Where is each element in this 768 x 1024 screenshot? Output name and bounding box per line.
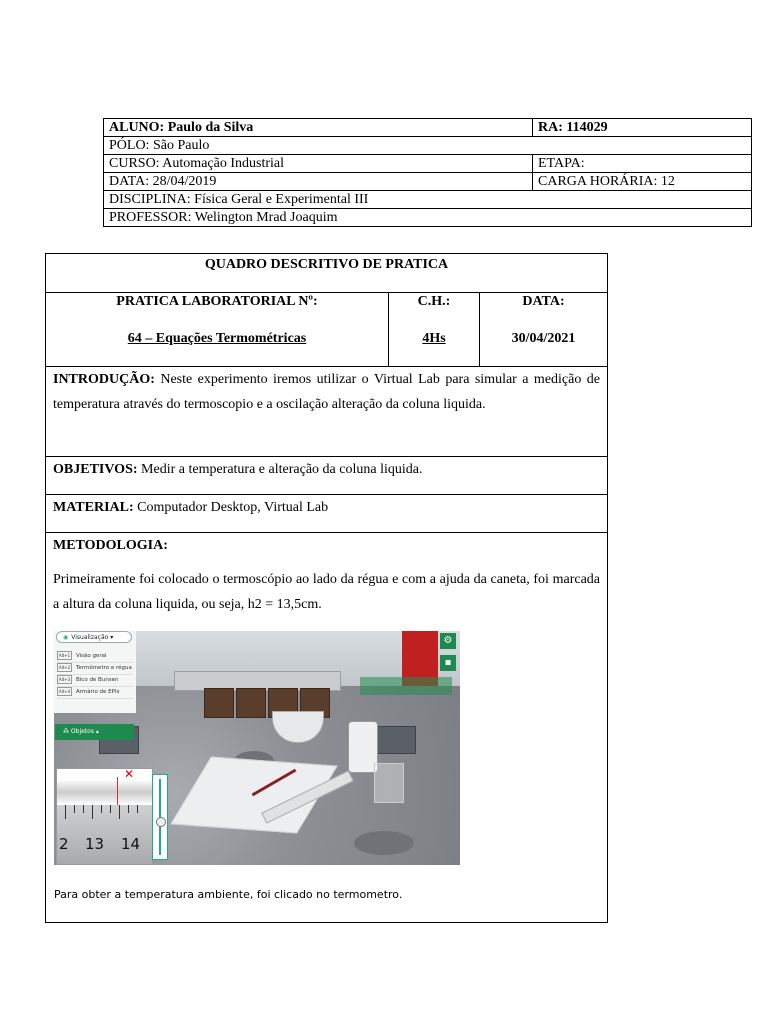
save-icon[interactable]: ▪: [440, 655, 456, 671]
date: DATA: 28/04/2019: [104, 173, 533, 191]
zoom-slider[interactable]: [152, 774, 168, 860]
ruler-tick: [92, 805, 93, 819]
shortcut-key: Alt+1: [58, 653, 71, 658]
beaker: [374, 763, 404, 803]
ruler-tick: [119, 805, 120, 819]
date-cell: [480, 293, 607, 367]
objectives-label: OBJETIVOS:: [53, 462, 138, 477]
ruler-tick: [128, 805, 129, 813]
thermoscope-tube: [57, 781, 152, 803]
intro-text: [53, 367, 600, 417]
objectives-row: [46, 456, 607, 494]
intro-label: INTRODUÇÃO:: [53, 372, 155, 387]
ruler-number: 14: [121, 835, 141, 853]
student-info-table: [103, 118, 752, 227]
shortcut-key: Alt+4: [58, 689, 71, 694]
intro-row: [46, 366, 607, 458]
ruler-number: 2: [59, 835, 69, 853]
practice-number-label: PRATICA LABORATORIAL Nº:: [116, 294, 318, 309]
polo: PÓLO: São Paulo: [104, 137, 752, 155]
student-ra: RA: 114029: [533, 119, 752, 137]
slider-knob[interactable]: [156, 817, 166, 827]
ruler-tick: [83, 805, 84, 813]
visualization-panel: [54, 631, 136, 713]
menu-item-termometro[interactable]: [57, 663, 133, 675]
practice-number-cell: [46, 293, 389, 367]
material-text: [53, 495, 600, 520]
settings-icon[interactable]: ⚙: [440, 633, 456, 649]
intro-body: Neste experimento iremos utilizar o Virtual Lab para simular a medição de temperatura através do termoscopio e a oscilação alteração da coluna liquida.: [53, 372, 600, 412]
practice-info-row: [46, 292, 607, 367]
temperature-bar[interactable]: [360, 677, 452, 695]
practice-number-value: 64 – Equações Termométricas: [127, 331, 307, 346]
box-title: QUADRO DESCRITIVO DE PRATICA: [204, 257, 449, 272]
menu-item-armario-epis[interactable]: [57, 687, 133, 699]
menu-item-label: Termômetro e régua: [76, 665, 132, 671]
menu-item-visao-geral[interactable]: [57, 651, 133, 663]
ch-value: 4Hs: [422, 331, 446, 346]
professor: PROFESSOR: Welington Mrad Joaquim: [104, 209, 752, 227]
objectives-text: [53, 457, 600, 482]
practice-description-box: [45, 253, 608, 923]
close-icon[interactable]: ✕: [123, 768, 134, 781]
student-name: ALUNO: Paulo da Silva: [104, 119, 533, 137]
methodology-text: Primeiramente foi colocado o termoscópio ao lado da régua e com a ajuda da caneta, foi marcada a altura da coluna liquida, ou seja, h2 = 13,5cm.: [53, 572, 600, 612]
menu-item-label: Armário de EPIs: [76, 689, 120, 695]
curso: CURSO: Automação Industrial: [104, 155, 533, 173]
eye-icon: ◉: [63, 634, 69, 641]
shortcut-key: Alt+3: [58, 677, 71, 682]
objectives-body: Medir a temperatura e alteração da coluna liquida.: [137, 462, 423, 477]
visualization-label: Visualização: [71, 634, 109, 641]
methodology-heading: [53, 533, 600, 558]
disciplina: DISCIPLINA: Física Geral e Experimental III: [104, 191, 752, 209]
menu-item-bico-bunsen[interactable]: [57, 675, 133, 687]
practice-date-value: 30/04/2021: [511, 331, 576, 346]
practice-date-label: DATA:: [522, 294, 565, 309]
bench-cabinet: [236, 688, 266, 718]
ruler-tick: [137, 805, 138, 813]
objects-icon: ⁂: [63, 728, 71, 735]
visualization-dropdown[interactable]: ◉ Visualização ▾: [56, 631, 132, 643]
ruler-tick: [74, 805, 75, 813]
bunsen-burner: [376, 726, 416, 754]
ch-cell: [389, 293, 480, 367]
objects-button[interactable]: ⁂ Objetos ▴: [55, 724, 134, 740]
ruler-tick: [110, 805, 111, 813]
menu-item-label: Visão geral: [76, 653, 107, 659]
material-label: MATERIAL:: [53, 500, 134, 515]
caption: Para obter a temperatura ambiente, foi clicado no termometro.: [54, 888, 403, 901]
ruler-tick: [101, 805, 102, 813]
methodology-label: METODOLOGIA:: [53, 538, 168, 553]
material-row: [46, 494, 607, 532]
etapa: ETAPA:: [533, 155, 752, 173]
ruler-number: 13: [85, 835, 105, 853]
virtual-lab-screenshot: [54, 631, 460, 865]
shortcut-key: Alt+2: [58, 665, 71, 670]
bench-cabinet: [204, 688, 234, 718]
material-body: Computador Desktop, Virtual Lab: [133, 500, 329, 515]
menu-item-label: Bico de Bunsen: [76, 677, 119, 683]
carga-horaria: CARGA HORÁRIA: 12: [533, 173, 752, 191]
ruler-zoom-view: [56, 768, 153, 865]
ruler-tick: [65, 805, 66, 819]
height-marker: [117, 777, 118, 807]
objects-label: Objetos: [70, 728, 94, 735]
floor-speck: [354, 831, 414, 855]
ch-label: C.H.:: [417, 294, 451, 309]
